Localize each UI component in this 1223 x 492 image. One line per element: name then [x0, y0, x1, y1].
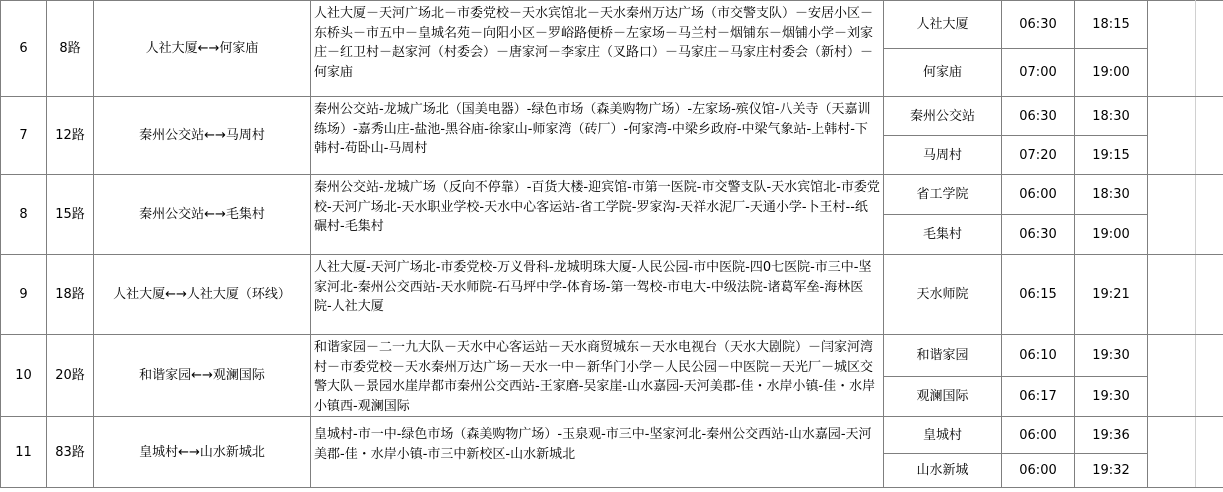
table-row	[1, 1, 1223, 49]
empty-cell	[1148, 335, 1196, 417]
station-name: 毛集村	[884, 215, 1002, 255]
empty-cell	[1196, 97, 1223, 175]
empty-cell	[1148, 1, 1196, 97]
first-bus-time: 06:00	[1002, 454, 1075, 488]
last-bus-time: 18:30	[1075, 175, 1148, 215]
station-name: 观澜国际	[884, 376, 1002, 416]
route-stops: 人社大厦－天河广场北－市委党校－天水宾馆北－天水秦州万达广场（市交警支队）－安居小区－东桥头－市五中－皇城名苑－向阳小区－罗峪路便桥－左家场－马兰村－烟铺东－烟铺小学－刘家庄－红卫村－赵家河（村委会）－唐家河－李家庄（叉路口）－马家庄－马家庄村委会（新村）－何家庙	[311, 1, 884, 97]
row-number: 9	[1, 255, 47, 335]
route-stops: 人社大厦-天河广场北-市委党校-万义骨科-龙城明珠大厦-人民公园-市中医院-四0七医院-市三中-坚家河北-秦州公交西站-天水师院-石马坪中学-体育场-第一驾校-市电大-中级法院-诸葛军垒-海林医院-人社大厦	[311, 255, 884, 335]
empty-cell	[1148, 255, 1196, 335]
last-bus-time: 19:36	[1075, 417, 1148, 454]
first-bus-time: 06:00	[1002, 175, 1075, 215]
empty-cell	[1196, 255, 1223, 335]
first-bus-time: 06:15	[1002, 255, 1075, 335]
route-stops: 和谐家园－二一九大队－天水中心客运站－天水商贸城东－天水电视台（天水大剧院）－闫家河湾村－市委党校－天水秦州万达广场－天水一中－新华门小学－人民公园－中医院－天光厂－城区交警大队－景园水崖岸都市秦州公交西站-王家磨-吴家崖-山水嘉园-天河美郡-佳・水岸小镇-佳・水岸小镇西-观澜国际	[311, 335, 884, 417]
table-row	[1, 417, 1223, 454]
line-name: 12路	[47, 97, 94, 175]
last-bus-time: 19:00	[1075, 215, 1148, 255]
first-bus-time: 06:17	[1002, 376, 1075, 416]
empty-cell	[1148, 97, 1196, 175]
line-name: 20路	[47, 335, 94, 417]
empty-cell	[1196, 335, 1223, 417]
row-number: 6	[1, 1, 47, 97]
route-endpoints: 秦州公交站←→马周村	[94, 97, 311, 175]
route-endpoints: 和谐家园←→观澜国际	[94, 335, 311, 417]
table-row	[1, 335, 1223, 377]
row-number: 8	[1, 175, 47, 255]
station-name: 马周村	[884, 136, 1002, 175]
table-row	[1, 175, 1223, 215]
line-name: 15路	[47, 175, 94, 255]
row-number: 11	[1, 417, 47, 488]
route-endpoints: 人社大厦←→人社大厦（环线）	[94, 255, 311, 335]
first-bus-time: 06:00	[1002, 417, 1075, 454]
line-name: 18路	[47, 255, 94, 335]
table-row	[1, 97, 1223, 136]
first-bus-time: 06:10	[1002, 335, 1075, 377]
last-bus-time: 19:00	[1075, 49, 1148, 97]
last-bus-time: 18:15	[1075, 1, 1148, 49]
row-number: 7	[1, 97, 47, 175]
first-bus-time: 06:30	[1002, 97, 1075, 136]
empty-cell	[1196, 417, 1223, 488]
station-name: 何家庙	[884, 49, 1002, 97]
empty-cell	[1148, 175, 1196, 255]
empty-cell	[1148, 417, 1196, 488]
route-stops: 皇城村-市一中-绿色市场（森美购物广场）-玉泉观-市三中-坚家河北-秦州公交西站-山水嘉园-天河美郡-佳・水岸小镇-市三中新校区-山水新城北	[311, 417, 884, 488]
station-name: 人社大厦	[884, 1, 1002, 49]
station-name: 天水师院	[884, 255, 1002, 335]
line-name: 83路	[47, 417, 94, 488]
last-bus-time: 19:30	[1075, 335, 1148, 377]
first-bus-time: 06:30	[1002, 215, 1075, 255]
first-bus-time: 07:20	[1002, 136, 1075, 175]
last-bus-time: 18:30	[1075, 97, 1148, 136]
station-name: 皇城村	[884, 417, 1002, 454]
station-name: 山水新城	[884, 454, 1002, 488]
route-stops: 秦州公交站-龙城广场北（国美电器）-绿色市场（森美购物广场）-左家场-殡仪馆-八关寺（天嘉训练场）-嘉秀山庄-盐池-黑谷庙-徐家山-师家湾（砖厂）-何家湾-中梁乡政府-中梁气象站-上韩村-下韩村-苟卧山-马周村	[311, 97, 884, 175]
row-number: 10	[1, 335, 47, 417]
last-bus-time: 19:21	[1075, 255, 1148, 335]
route-endpoints: 皇城村←→山水新城北	[94, 417, 311, 488]
route-endpoints: 秦州公交站←→毛集村	[94, 175, 311, 255]
table-row	[1, 255, 1223, 335]
station-name: 和谐家园	[884, 335, 1002, 377]
empty-cell	[1196, 175, 1223, 255]
first-bus-time: 06:30	[1002, 1, 1075, 49]
station-name: 秦州公交站	[884, 97, 1002, 136]
last-bus-time: 19:30	[1075, 376, 1148, 416]
last-bus-time: 19:15	[1075, 136, 1148, 175]
line-name: 8路	[47, 1, 94, 97]
last-bus-time: 19:32	[1075, 454, 1148, 488]
empty-cell	[1196, 1, 1223, 97]
route-stops: 秦州公交站-龙城广场（反向不停靠）-百货大楼-迎宾馆-市第一医院-市交警支队-天水宾馆北-市委党校-天河广场北-天水职业学校-天水中心客运站-省工学院-罗家沟-天祥水泥厂-天通小学-卜王村--纸碾村-毛集村	[311, 175, 884, 255]
first-bus-time: 07:00	[1002, 49, 1075, 97]
station-name: 省工学院	[884, 175, 1002, 215]
route-endpoints: 人社大厦←→何家庙	[94, 1, 311, 97]
